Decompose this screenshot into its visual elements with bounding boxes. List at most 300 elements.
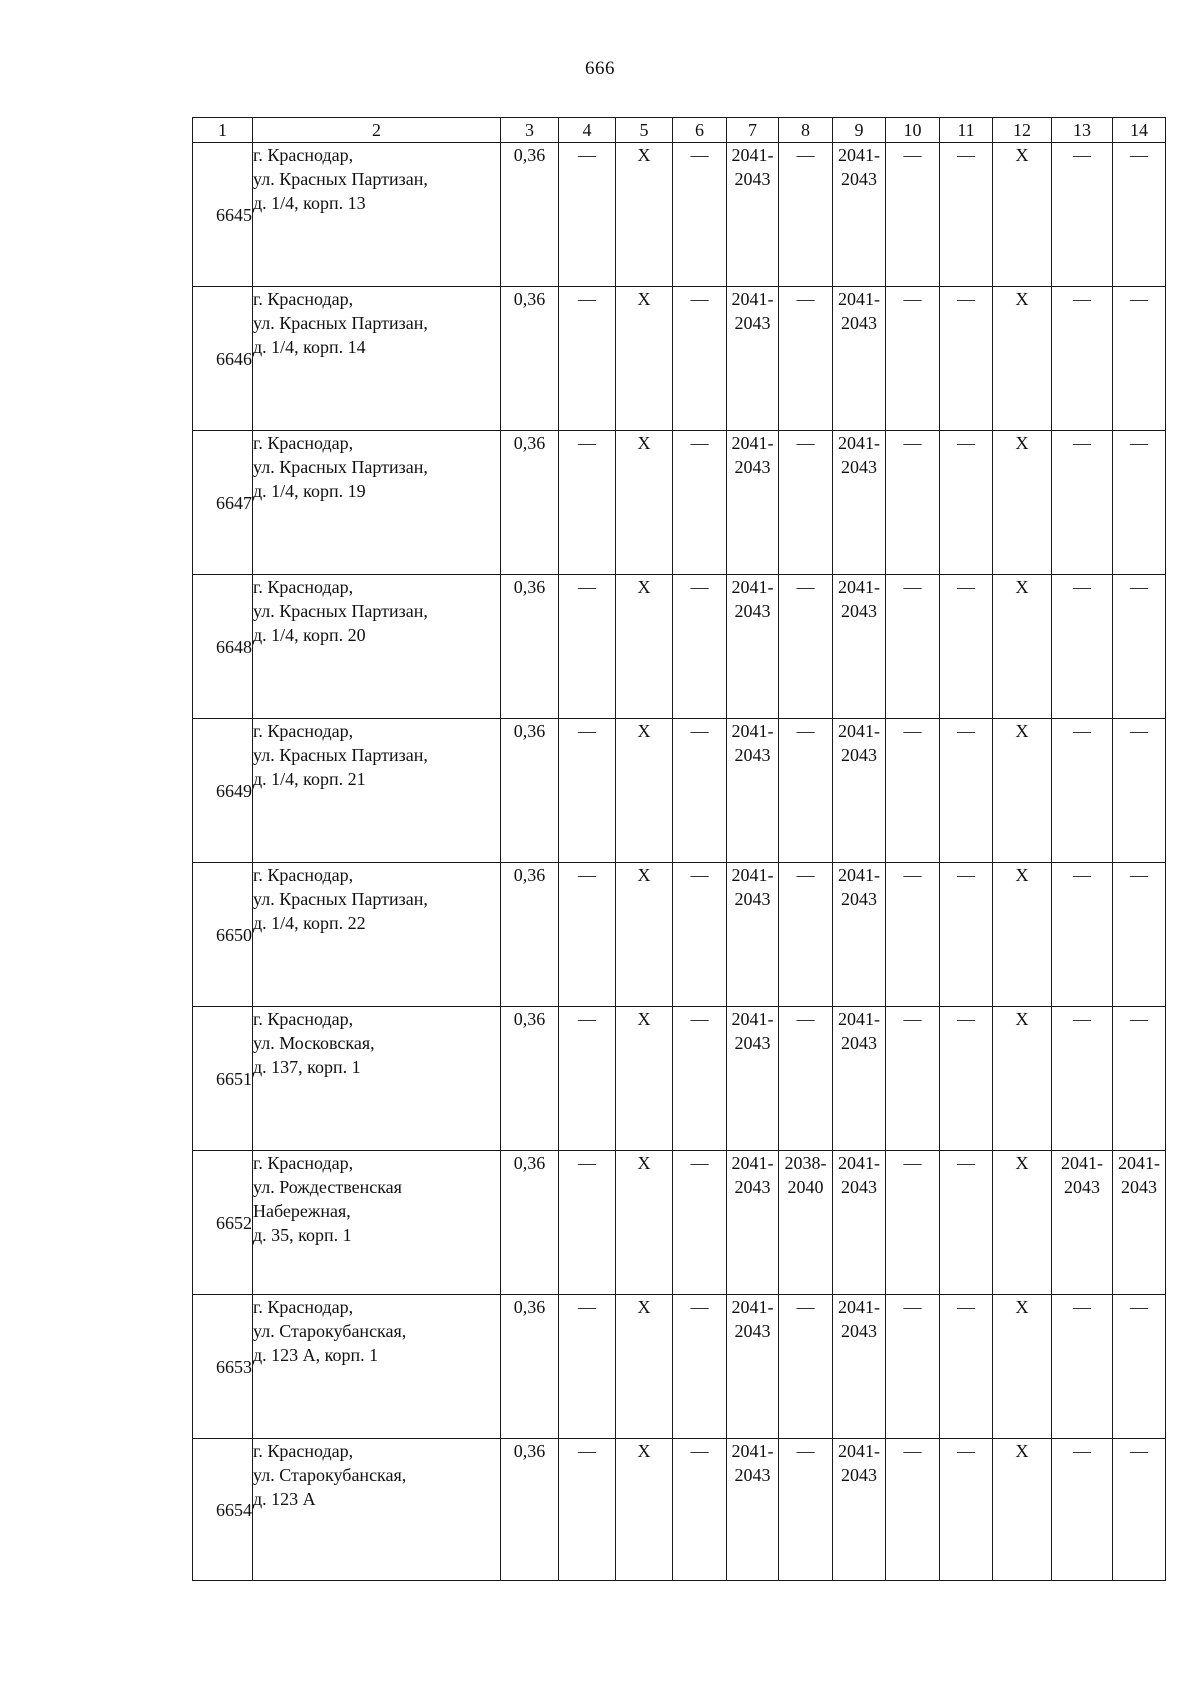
value-cell-col-14 bbox=[1113, 1439, 1166, 1581]
cell-value: 2041- bbox=[838, 433, 880, 453]
value-cell-col-12 bbox=[993, 1151, 1052, 1295]
column-header-3: 3 bbox=[501, 118, 559, 143]
value-cell-col-6 bbox=[673, 1295, 727, 1439]
value-cell-col-13 bbox=[1052, 143, 1113, 287]
cell-value: — bbox=[957, 1009, 975, 1029]
cell-value: — bbox=[578, 1153, 596, 1173]
cell-value: — bbox=[1130, 1297, 1148, 1317]
address-line: ул. Московская, bbox=[253, 1033, 375, 1053]
value-cell-col-4 bbox=[559, 431, 616, 575]
address-line: д. 1/4, корп. 19 bbox=[253, 481, 366, 501]
cell-value: 2043 bbox=[1121, 1177, 1157, 1197]
cell-value: X bbox=[1015, 145, 1029, 165]
value-cell-col-4 bbox=[559, 1295, 616, 1439]
cell-value: — bbox=[903, 145, 922, 165]
value-cell-col-14 bbox=[1113, 1007, 1166, 1151]
cell-value: X bbox=[637, 433, 651, 453]
table-header bbox=[193, 118, 1166, 143]
value-cell-col-9 bbox=[833, 1439, 886, 1581]
cell-value: — bbox=[690, 1441, 709, 1461]
cell-value: 2043 bbox=[841, 313, 877, 333]
cell-value: X bbox=[637, 1441, 651, 1461]
cell-value: — bbox=[957, 577, 975, 597]
address-line: д. 1/4, корп. 22 bbox=[253, 913, 366, 933]
value-cell-col-6 bbox=[673, 143, 727, 287]
cell-value: — bbox=[690, 289, 709, 309]
cell-value: — bbox=[1073, 1441, 1091, 1461]
value-cell-col-6 bbox=[673, 575, 727, 719]
value-cell-col-7 bbox=[727, 143, 779, 287]
value-cell-col-12 bbox=[993, 287, 1052, 431]
column-header-12: 12 bbox=[993, 118, 1052, 143]
header-row bbox=[193, 118, 1166, 143]
cell-value: X bbox=[1015, 1153, 1029, 1173]
cell-value: 2041- bbox=[731, 289, 774, 309]
value-cell-col-10 bbox=[886, 287, 940, 431]
address-line: ул. Красных Партизан, bbox=[253, 889, 428, 909]
column-header-11: 11 bbox=[940, 118, 993, 143]
value-cell-col-9 bbox=[833, 143, 886, 287]
address-line: г. Краснодар, bbox=[253, 289, 354, 309]
value-cell-col-12 bbox=[993, 1007, 1052, 1151]
cell-value: — bbox=[1073, 433, 1091, 453]
cell-value: — bbox=[957, 1441, 975, 1461]
cell-value: 2041- bbox=[838, 1441, 880, 1461]
cell-value: — bbox=[903, 289, 922, 309]
value-cell-col-12 bbox=[993, 863, 1052, 1007]
value-cell-col-9 bbox=[833, 1007, 886, 1151]
cell-value: — bbox=[690, 1297, 709, 1317]
cell-value: — bbox=[578, 1009, 596, 1029]
cell-value: X bbox=[637, 289, 651, 309]
value-cell-col-4 bbox=[559, 863, 616, 1007]
address-line: д. 1/4, корп. 14 bbox=[253, 337, 366, 357]
value-cell-col-6 bbox=[673, 1007, 727, 1151]
value-cell-col-8 bbox=[779, 1439, 833, 1581]
cell-value: 2043 bbox=[734, 313, 771, 333]
cell-value: 2043 bbox=[734, 601, 771, 621]
address-line: ул. Рождественская bbox=[253, 1177, 402, 1197]
value-cell-col-4 bbox=[559, 1151, 616, 1295]
value-cell-col-13 bbox=[1052, 287, 1113, 431]
value-cell-col-7 bbox=[727, 575, 779, 719]
cell-value: 0,36 bbox=[513, 577, 546, 597]
row-number: 6648 bbox=[193, 575, 253, 719]
row-number: 6652 bbox=[193, 1151, 253, 1295]
cell-value: — bbox=[1073, 577, 1091, 597]
cell-value: — bbox=[957, 145, 975, 165]
value-cell-col-13 bbox=[1052, 719, 1113, 863]
cell-value: — bbox=[578, 865, 596, 885]
address-line: ул. Старокубанская, bbox=[253, 1321, 407, 1341]
address-line: г. Краснодар, bbox=[253, 1153, 354, 1173]
value-cell-col-7 bbox=[727, 1295, 779, 1439]
cell-value: 0,36 bbox=[513, 1297, 546, 1317]
value-cell-col-6 bbox=[673, 863, 727, 1007]
value-cell-col-9 bbox=[833, 1295, 886, 1439]
cell-value: 0,36 bbox=[513, 145, 546, 165]
cell-value: — bbox=[690, 145, 709, 165]
value-cell-col-5 bbox=[616, 1007, 673, 1151]
value-cell-col-14 bbox=[1113, 863, 1166, 1007]
cell-value: 2043 bbox=[841, 1321, 877, 1341]
cell-value: — bbox=[957, 1153, 975, 1173]
cell-value: 2041- bbox=[731, 1297, 774, 1317]
value-cell-col-10 bbox=[886, 1295, 940, 1439]
value-cell-col-9 bbox=[833, 287, 886, 431]
table-row bbox=[193, 575, 1166, 719]
cell-value: X bbox=[1015, 865, 1029, 885]
cell-value: 0,36 bbox=[513, 865, 546, 885]
cell-value: — bbox=[1073, 1297, 1091, 1317]
cell-value: 2043 bbox=[734, 1465, 771, 1485]
row-number: 6651 bbox=[193, 1007, 253, 1151]
cell-value: 0,36 bbox=[513, 1153, 546, 1173]
value-cell-col-12 bbox=[993, 719, 1052, 863]
cell-value: X bbox=[637, 1297, 651, 1317]
cell-value: — bbox=[578, 145, 596, 165]
cell-value: — bbox=[796, 1297, 815, 1317]
value-cell-col-13 bbox=[1052, 1439, 1113, 1581]
address-line: ул. Старокубанская, bbox=[253, 1465, 407, 1485]
column-header-5: 5 bbox=[616, 118, 673, 143]
value-cell-col-14 bbox=[1113, 719, 1166, 863]
cell-value: 2041- bbox=[731, 865, 774, 885]
address-line: д. 35, корп. 1 bbox=[253, 1225, 352, 1245]
value-cell-col-8 bbox=[779, 1007, 833, 1151]
cell-value: — bbox=[690, 721, 709, 741]
address-line: г. Краснодар, bbox=[253, 865, 354, 885]
value-cell-col-14 bbox=[1113, 287, 1166, 431]
cell-value: 0,36 bbox=[513, 289, 546, 309]
value-cell-col-14 bbox=[1113, 431, 1166, 575]
cell-value: 2043 bbox=[841, 169, 877, 189]
cell-value: 2043 bbox=[841, 889, 877, 909]
address-cell bbox=[253, 143, 501, 287]
cell-value: — bbox=[903, 1441, 922, 1461]
value-cell-col-11 bbox=[940, 863, 993, 1007]
cell-value: 2043 bbox=[841, 1033, 877, 1053]
cell-value: 2041- bbox=[731, 1009, 774, 1029]
value-cell-col-13 bbox=[1052, 575, 1113, 719]
cell-value: 2043 bbox=[734, 745, 771, 765]
address-line: д. 1/4, корп. 20 bbox=[253, 625, 366, 645]
table-row bbox=[193, 1295, 1166, 1439]
cell-value: X bbox=[637, 721, 651, 741]
address-cell bbox=[253, 1295, 501, 1439]
table-row bbox=[193, 1439, 1166, 1581]
value-cell-col-10 bbox=[886, 719, 940, 863]
cell-value: — bbox=[690, 577, 709, 597]
value-cell-col-13 bbox=[1052, 1151, 1113, 1295]
value-cell-col-5 bbox=[616, 1151, 673, 1295]
row-number: 6649 bbox=[193, 719, 253, 863]
cell-value: — bbox=[1130, 577, 1148, 597]
cell-value: — bbox=[1073, 145, 1091, 165]
cell-value: 0,36 bbox=[513, 1441, 546, 1461]
cell-value: X bbox=[1015, 721, 1029, 741]
cell-value: — bbox=[957, 433, 975, 453]
address-cell bbox=[253, 575, 501, 719]
cell-value: 2043 bbox=[734, 889, 771, 909]
value-cell-col-13 bbox=[1052, 863, 1113, 1007]
value-cell-col-4 bbox=[559, 1439, 616, 1581]
table-row bbox=[193, 287, 1166, 431]
address-line: г. Краснодар, bbox=[253, 1009, 354, 1029]
cell-value: — bbox=[578, 721, 596, 741]
cell-value: 2043 bbox=[734, 1177, 771, 1197]
column-header-4: 4 bbox=[559, 118, 616, 143]
value-cell-col-13 bbox=[1052, 431, 1113, 575]
address-line: ул. Красных Партизан, bbox=[253, 457, 428, 477]
cell-value: — bbox=[690, 1153, 709, 1173]
value-cell-col-11 bbox=[940, 431, 993, 575]
cell-value: 2043 bbox=[841, 1177, 877, 1197]
cell-value: 2041- bbox=[1118, 1153, 1160, 1173]
column-header-13: 13 bbox=[1052, 118, 1113, 143]
cell-value: 2041- bbox=[838, 721, 880, 741]
cell-value: — bbox=[903, 433, 922, 453]
table-row bbox=[193, 719, 1166, 863]
cell-value: — bbox=[796, 721, 815, 741]
value-cell-col-14 bbox=[1113, 575, 1166, 719]
cell-value: — bbox=[796, 1009, 815, 1029]
value-cell-col-7 bbox=[727, 1151, 779, 1295]
cell-value: 2041- bbox=[731, 1153, 774, 1173]
value-cell-col-8 bbox=[779, 1295, 833, 1439]
value-cell-col-5 bbox=[616, 143, 673, 287]
value-cell-col-6 bbox=[673, 431, 727, 575]
address-line: г. Краснодар, bbox=[253, 145, 354, 165]
value-cell-col-11 bbox=[940, 719, 993, 863]
cell-value: — bbox=[957, 1297, 975, 1317]
cell-value: — bbox=[1130, 1009, 1148, 1029]
value-cell-col-8 bbox=[779, 1151, 833, 1295]
address-line: ул. Красных Партизан, bbox=[253, 745, 428, 765]
cell-value: X bbox=[637, 865, 651, 885]
cell-value: X bbox=[1015, 289, 1029, 309]
value-cell-col-3 bbox=[501, 863, 559, 1007]
cell-value: X bbox=[637, 145, 651, 165]
cell-value: 2041- bbox=[731, 1441, 774, 1461]
cell-value: 2041- bbox=[838, 145, 880, 165]
value-cell-col-8 bbox=[779, 143, 833, 287]
table-row bbox=[193, 863, 1166, 1007]
cell-value: — bbox=[1073, 721, 1091, 741]
cell-value: — bbox=[796, 1441, 815, 1461]
value-cell-col-11 bbox=[940, 1151, 993, 1295]
value-cell-col-9 bbox=[833, 863, 886, 1007]
value-cell-col-3 bbox=[501, 719, 559, 863]
value-cell-col-14 bbox=[1113, 1295, 1166, 1439]
value-cell-col-8 bbox=[779, 719, 833, 863]
cell-value: X bbox=[1015, 1441, 1029, 1461]
cell-value: 2041- bbox=[731, 145, 774, 165]
address-cell bbox=[253, 287, 501, 431]
cell-value: 2043 bbox=[841, 601, 877, 621]
value-cell-col-4 bbox=[559, 575, 616, 719]
cell-value: — bbox=[796, 145, 815, 165]
cell-value: 0,36 bbox=[513, 433, 546, 453]
cell-value: 2040 bbox=[787, 1177, 824, 1197]
cell-value: 2041- bbox=[838, 1009, 880, 1029]
column-header-2: 2 bbox=[253, 118, 501, 143]
value-cell-col-10 bbox=[886, 431, 940, 575]
value-cell-col-11 bbox=[940, 1439, 993, 1581]
row-number: 6650 bbox=[193, 863, 253, 1007]
address-line: ул. Красных Партизан, bbox=[253, 313, 428, 333]
value-cell-col-4 bbox=[559, 143, 616, 287]
table-body bbox=[193, 143, 1166, 1581]
value-cell-col-11 bbox=[940, 1295, 993, 1439]
table-row bbox=[193, 143, 1166, 287]
cell-value: 2043 bbox=[734, 457, 771, 477]
cell-value: 0,36 bbox=[513, 721, 546, 741]
cell-value: — bbox=[903, 865, 922, 885]
cell-value: 2041- bbox=[731, 433, 774, 453]
value-cell-col-8 bbox=[779, 287, 833, 431]
address-cell bbox=[253, 1439, 501, 1581]
value-cell-col-13 bbox=[1052, 1295, 1113, 1439]
cell-value: X bbox=[1015, 1297, 1029, 1317]
value-cell-col-11 bbox=[940, 575, 993, 719]
address-cell bbox=[253, 863, 501, 1007]
value-cell-col-14 bbox=[1113, 1151, 1166, 1295]
cell-value: — bbox=[796, 865, 815, 885]
value-cell-col-7 bbox=[727, 1439, 779, 1581]
cell-value: 2041- bbox=[731, 721, 774, 741]
row-number: 6653 bbox=[193, 1295, 253, 1439]
value-cell-col-5 bbox=[616, 575, 673, 719]
value-cell-col-10 bbox=[886, 1007, 940, 1151]
value-cell-col-6 bbox=[673, 1151, 727, 1295]
cell-value: — bbox=[796, 433, 815, 453]
value-cell-col-3 bbox=[501, 1295, 559, 1439]
value-cell-col-9 bbox=[833, 1151, 886, 1295]
address-line: д. 123 А, корп. 1 bbox=[253, 1345, 379, 1365]
address-line: д. 123 А bbox=[253, 1489, 316, 1509]
value-cell-col-6 bbox=[673, 287, 727, 431]
cell-value: X bbox=[637, 577, 651, 597]
column-header-14: 14 bbox=[1113, 118, 1166, 143]
column-header-1: 1 bbox=[193, 118, 253, 143]
cell-value: 2041- bbox=[731, 577, 774, 597]
address-cell bbox=[253, 1007, 501, 1151]
cell-value: — bbox=[578, 1441, 596, 1461]
column-header-10: 10 bbox=[886, 118, 940, 143]
cell-value: — bbox=[1130, 1441, 1148, 1461]
value-cell-col-12 bbox=[993, 143, 1052, 287]
value-cell-col-12 bbox=[993, 1295, 1052, 1439]
table-row bbox=[193, 1007, 1166, 1151]
value-cell-col-10 bbox=[886, 863, 940, 1007]
cell-value: X bbox=[637, 1009, 651, 1029]
address-cell bbox=[253, 1151, 501, 1295]
address-line: д. 1/4, корп. 13 bbox=[253, 193, 366, 213]
value-cell-col-8 bbox=[779, 863, 833, 1007]
cell-value: 2041- bbox=[838, 865, 880, 885]
cell-value: 2041- bbox=[838, 1297, 880, 1317]
cell-value: 2041- bbox=[838, 1153, 880, 1173]
value-cell-col-5 bbox=[616, 431, 673, 575]
value-cell-col-11 bbox=[940, 1007, 993, 1151]
cell-value: — bbox=[1073, 1009, 1091, 1029]
value-cell-col-3 bbox=[501, 1151, 559, 1295]
value-cell-col-6 bbox=[673, 719, 727, 863]
cell-value: 2043 bbox=[734, 1321, 771, 1341]
value-cell-col-10 bbox=[886, 143, 940, 287]
column-header-7: 7 bbox=[727, 118, 779, 143]
value-cell-col-7 bbox=[727, 719, 779, 863]
cell-value: — bbox=[690, 433, 709, 453]
row-number: 6645 bbox=[193, 143, 253, 287]
address-line: г. Краснодар, bbox=[253, 433, 354, 453]
cell-value: 2041- bbox=[838, 289, 880, 309]
value-cell-col-5 bbox=[616, 1439, 673, 1581]
cell-value: — bbox=[1130, 289, 1148, 309]
cell-value: 2041- bbox=[1061, 1153, 1103, 1173]
value-cell-col-10 bbox=[886, 575, 940, 719]
value-cell-col-13 bbox=[1052, 1007, 1113, 1151]
value-cell-col-8 bbox=[779, 431, 833, 575]
value-cell-col-5 bbox=[616, 1295, 673, 1439]
cell-value: — bbox=[1130, 433, 1148, 453]
value-cell-col-7 bbox=[727, 287, 779, 431]
table-row bbox=[193, 431, 1166, 575]
cell-value: 2043 bbox=[734, 169, 771, 189]
cell-value: — bbox=[690, 865, 709, 885]
value-cell-col-9 bbox=[833, 575, 886, 719]
address-line: г. Краснодар, bbox=[253, 1441, 354, 1461]
address-line: г. Краснодар, bbox=[253, 721, 354, 741]
cell-value: 2043 bbox=[841, 457, 877, 477]
cell-value: — bbox=[957, 865, 975, 885]
cell-value: — bbox=[903, 1153, 922, 1173]
value-cell-col-3 bbox=[501, 1007, 559, 1151]
value-cell-col-14 bbox=[1113, 143, 1166, 287]
cell-value: — bbox=[903, 1009, 922, 1029]
value-cell-col-5 bbox=[616, 863, 673, 1007]
cell-value: — bbox=[1073, 865, 1091, 885]
page-number: 666 bbox=[585, 58, 615, 79]
cell-value: — bbox=[1073, 289, 1091, 309]
value-cell-col-3 bbox=[501, 431, 559, 575]
cell-value: — bbox=[903, 577, 922, 597]
cell-value: 2043 bbox=[841, 1465, 877, 1485]
value-cell-col-7 bbox=[727, 431, 779, 575]
value-cell-col-5 bbox=[616, 287, 673, 431]
value-cell-col-12 bbox=[993, 1439, 1052, 1581]
table-row bbox=[193, 1151, 1166, 1295]
cell-value: 0,36 bbox=[513, 1009, 546, 1029]
value-cell-col-4 bbox=[559, 1007, 616, 1151]
cell-value: X bbox=[1015, 1009, 1029, 1029]
cell-value: — bbox=[578, 289, 596, 309]
cell-value: 2043 bbox=[1064, 1177, 1100, 1197]
value-cell-col-7 bbox=[727, 863, 779, 1007]
row-number: 6646 bbox=[193, 287, 253, 431]
value-cell-col-3 bbox=[501, 143, 559, 287]
cell-value: X bbox=[1015, 433, 1029, 453]
column-header-6: 6 bbox=[673, 118, 727, 143]
cell-value: — bbox=[578, 1297, 596, 1317]
column-header-8: 8 bbox=[779, 118, 833, 143]
value-cell-col-9 bbox=[833, 719, 886, 863]
registry-table bbox=[192, 117, 1166, 1581]
cell-value: — bbox=[578, 577, 596, 597]
cell-value: X bbox=[1015, 577, 1029, 597]
cell-value: — bbox=[903, 1297, 922, 1317]
